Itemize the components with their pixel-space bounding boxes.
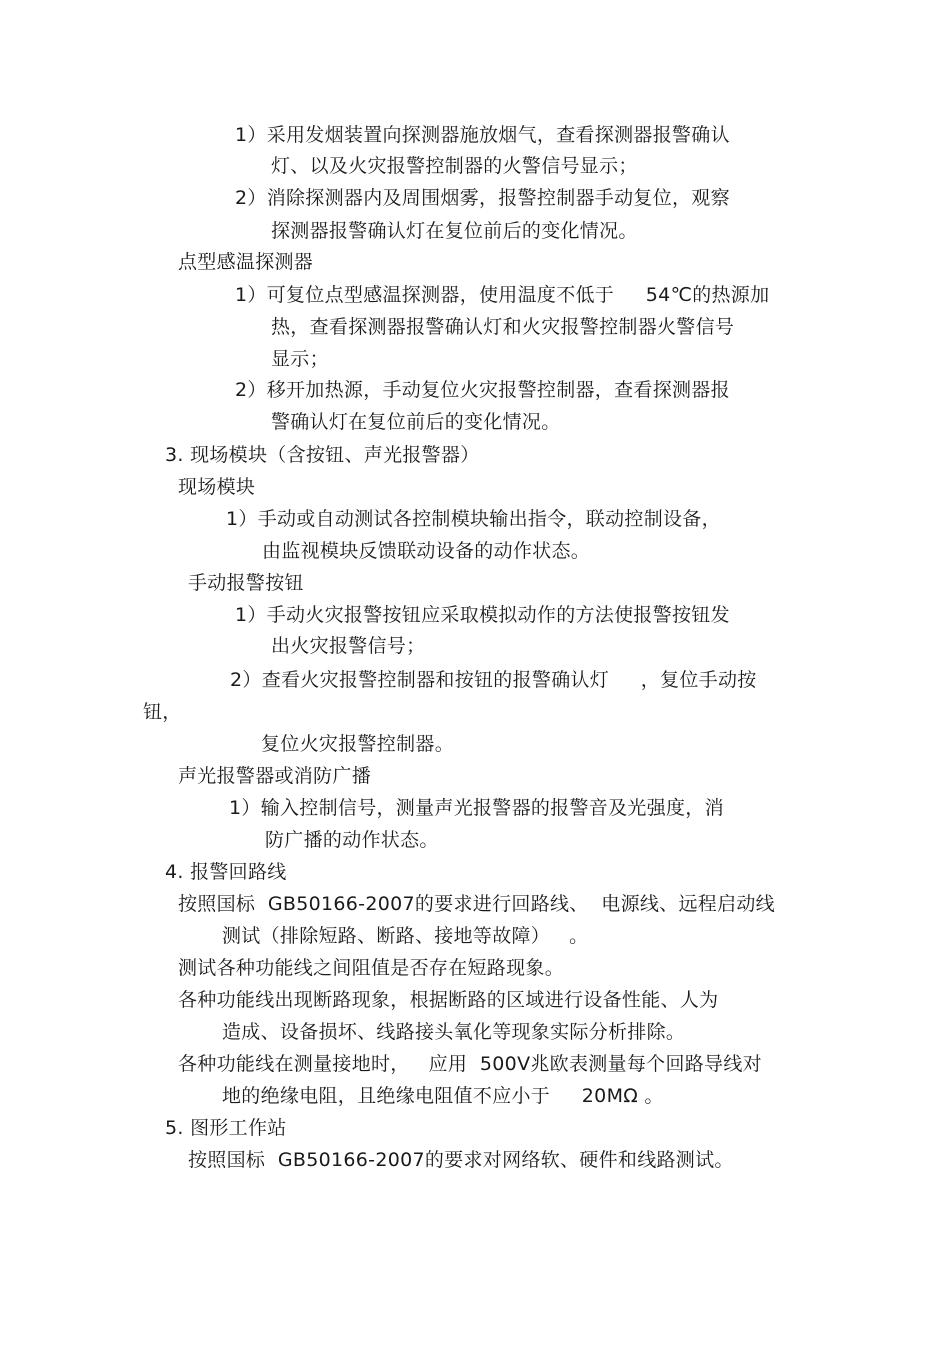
text-line: 各种功能线出现断路现象，根据断路的区域进行设备性能、人为 [178, 989, 719, 1011]
text-line: 热，查看探测器报警确认灯和火灾报警控制器火警信号 [271, 316, 735, 338]
section-heading: 5. 图形工作站 [165, 1117, 287, 1139]
text-line: 1）输入控制信号，测量声光报警器的报警音及光强度，消 [229, 797, 724, 819]
text-line: 地的绝缘电阻，且绝缘电阻值不应小于 20MΩ 。 [222, 1085, 664, 1107]
text-line: 造成、设备损坏、线路接头氧化等现象实际分析排除。 [222, 1021, 686, 1043]
text-line: 测试（排除短路、断路、接地等故障） 。 [222, 925, 589, 947]
text-line: 按照国标 GB50166-2007的要求进行回路线、 电源线、远程启动线 [178, 893, 775, 915]
text-line: 灯、以及火灾报警控制器的火警信号显示； [271, 155, 638, 177]
text-line: 2）查看火灾报警控制器和按钮的报警确认灯 ，复位手动按 [230, 669, 757, 691]
text-line: 1）可复位点型感温探测器，使用温度不低于 54℃的热源加 [235, 284, 770, 306]
text-line: 警确认灯在复位前后的变化情况。 [271, 411, 561, 433]
text-line: 1）手动或自动测试各控制模块输出指令，联动控制设备， [226, 508, 721, 530]
text-line: 由监视模块反馈联动设备的动作状态。 [262, 540, 591, 562]
text-line: 钮， [143, 701, 182, 723]
text-line: 1）采用发烟装置向探测器施放烟气，查看探测器报警确认 [235, 124, 730, 146]
subsection-heading: 手动报警按钮 [188, 572, 304, 594]
text-line: 2）移开加热源，手动复位火灾报警控制器，查看探测器报 [235, 379, 730, 401]
section-heading: 4. 报警回路线 [165, 861, 287, 883]
text-line: 测试各种功能线之间阻值是否存在短路现象。 [178, 957, 565, 979]
subsection-heading: 点型感温探测器 [178, 251, 314, 273]
text-line: 出火灾报警信号； [271, 635, 426, 657]
text-line: 复位火灾报警控制器。 [261, 733, 455, 755]
text-line: 探测器报警确认灯在复位前后的变化情况。 [271, 220, 638, 242]
text-line: 各种功能线在测量接地时， 应用 500V兆欧表测量每个回路导线对 [178, 1053, 762, 1075]
section-heading: 3. 现场模块（含按钮、声光报警器） [165, 444, 480, 466]
text-line: 1）手动火灾报警按钮应采取模拟动作的方法使报警按钮发 [235, 604, 730, 626]
text-line: 2）消除探测器内及周围烟雾，报警控制器手动复位，观察 [235, 187, 730, 209]
text-line: 显示； [271, 348, 329, 370]
text-line: 防广播的动作状态。 [265, 829, 439, 851]
text-line: 按照国标 GB50166-2007的要求对网络软、硬件和线路测试。 [188, 1149, 734, 1171]
subsection-heading: 现场模块 [178, 476, 256, 498]
subsection-heading: 声光报警器或消防广播 [178, 765, 372, 787]
